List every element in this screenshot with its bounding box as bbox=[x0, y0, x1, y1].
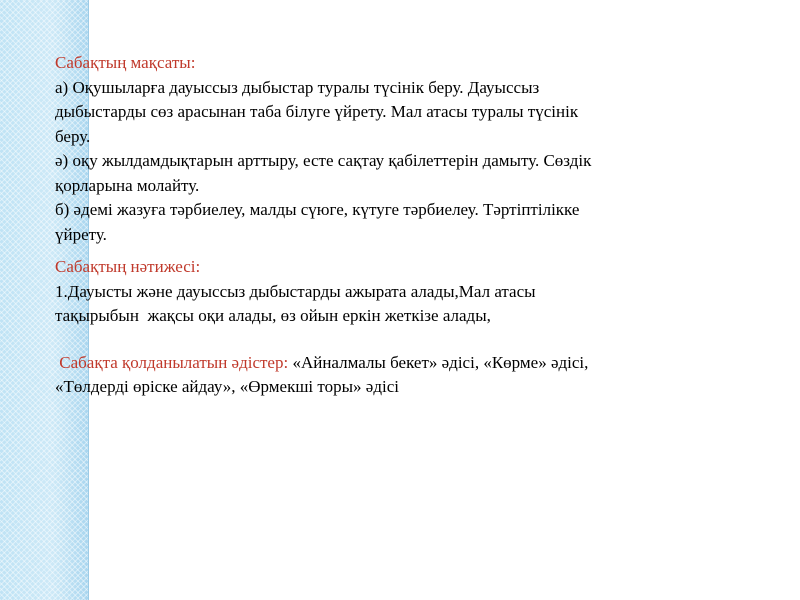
section-spacer bbox=[55, 329, 705, 351]
section-title-lesson-goals: Сабақтың мақсаты: bbox=[55, 53, 196, 72]
slide-content bbox=[55, 51, 705, 400]
result-line: тақырыбын жақсы оқи алады, өз ойын еркін жеткізе алады, bbox=[55, 306, 491, 325]
section-title-methods: Сабақта қолданылатын әдістер: bbox=[55, 352, 289, 372]
goal-line: дыбыстарды сөз арасынан таба білуге үйрету. Мал атасы туралы түсінік bbox=[55, 102, 579, 121]
section-spacer bbox=[55, 247, 705, 255]
methods-line-2: «Төлдерді өріске айдау», «Өрмекші торы» әдісі bbox=[55, 377, 399, 396]
goal-line: беру. bbox=[55, 126, 91, 146]
section-title-lesson-results: Сабақтың нәтижесі: bbox=[55, 257, 201, 276]
methods-line bbox=[55, 351, 705, 376]
goal-line: қорларына молайту. bbox=[55, 175, 200, 195]
goal-line: үйрету. bbox=[55, 224, 107, 244]
goal-line: б) әдемі жазуға тәрбиелеу, малды сүюге, күтуге тәрбиелеу. Тәртіптілікке bbox=[55, 200, 580, 219]
result-line: 1.Дауысты және дауыссыз дыбыстарды ажырата алады,Мал атасы bbox=[55, 281, 536, 301]
goal-line: ә) оқу жылдамдықтарын арттыру, есте сақтау қабілеттерін дамыту. Сөздік bbox=[55, 151, 592, 170]
goal-line: а) Оқушыларға дауыссыз дыбыстар туралы түсінік беру. Дауыссыз bbox=[55, 77, 540, 97]
methods-text: «Айналмалы бекет» әдісі, «Көрме» әдісі, bbox=[288, 352, 589, 372]
